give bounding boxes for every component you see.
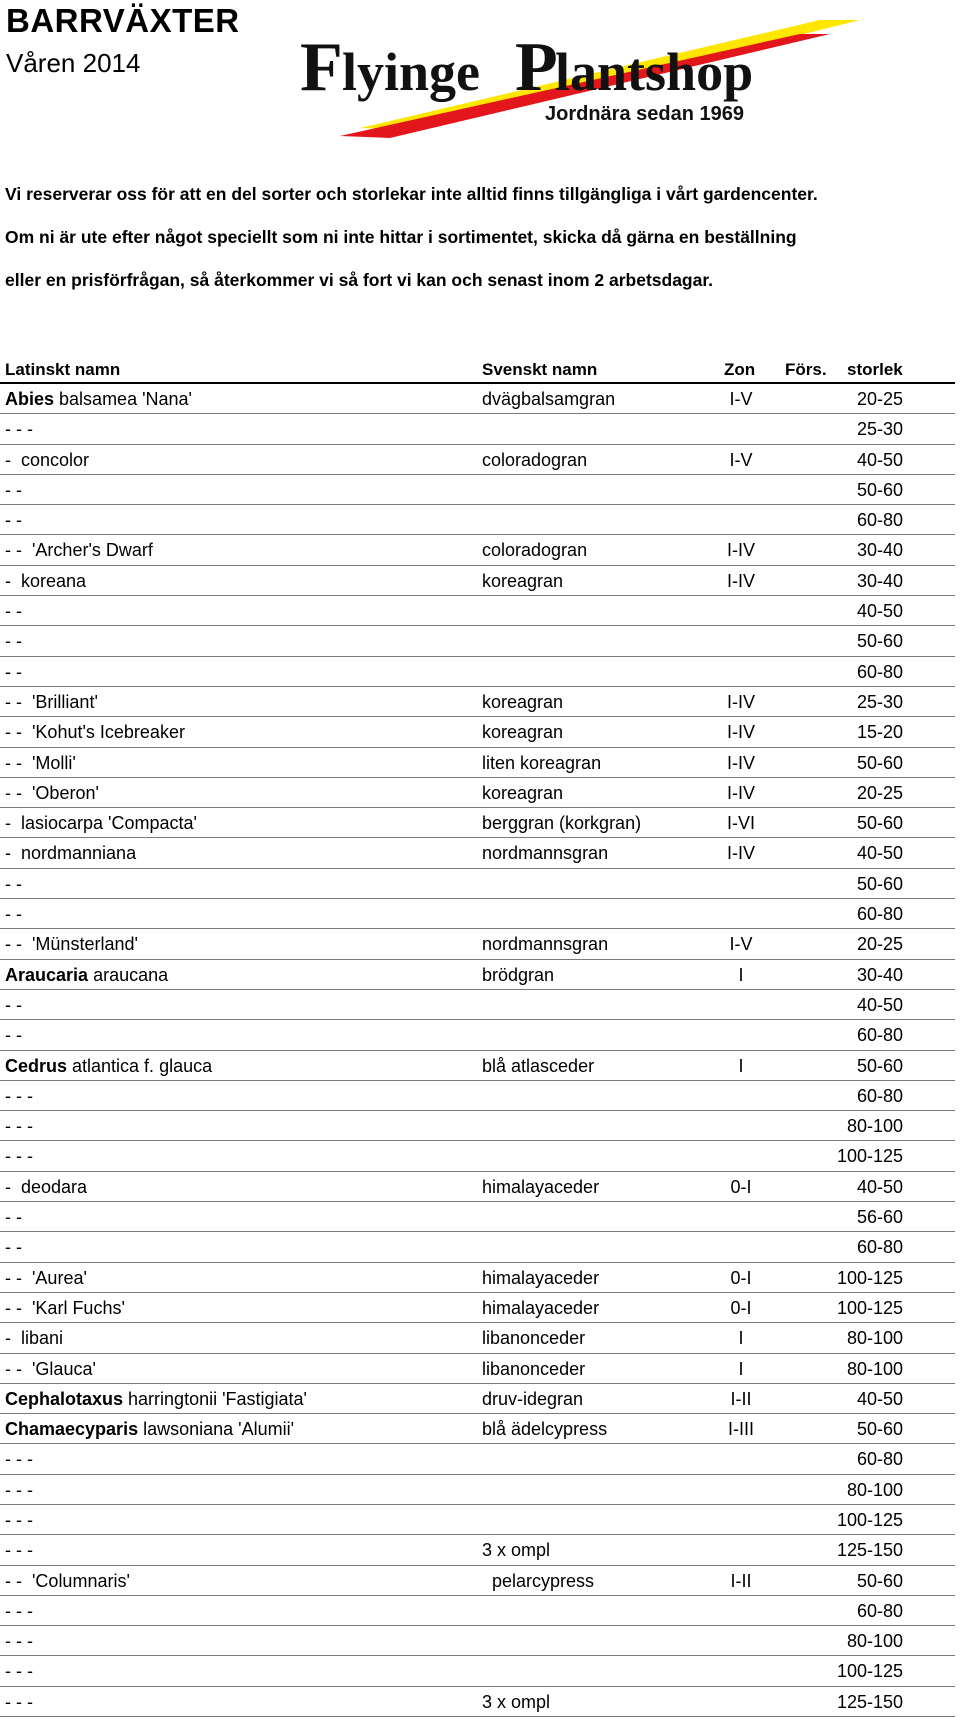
latin-name-cell (5, 1056, 212, 1077)
size-cell: 40-50 (856, 994, 903, 1015)
size-cell: 40-50 (856, 601, 903, 622)
latin-name-cell (5, 1298, 125, 1319)
table-row (0, 1141, 955, 1171)
latin-name-cell (5, 1268, 87, 1289)
latin-name-cell (5, 662, 22, 683)
table-row (0, 505, 955, 535)
table-row (0, 657, 955, 687)
size-cell: 30-40 (856, 570, 903, 591)
swedish-name-cell: 3 x ompl (482, 1540, 551, 1561)
species-name: - - (5, 904, 22, 925)
size-cell: 56-60 (856, 1207, 903, 1228)
zone-cell: I-IV (726, 691, 755, 712)
table-row (0, 808, 955, 838)
col-header-fors: Förs. (785, 360, 827, 379)
table-row (0, 748, 955, 778)
species-name: - - 'Columnaris' (5, 1570, 130, 1591)
table-row (0, 1263, 955, 1293)
table-row (0, 687, 955, 717)
swedish-name-cell: berggran (korkgran) (482, 813, 642, 834)
svg-text:lyinge: lyinge (342, 42, 481, 102)
species-name: - libani (5, 1328, 64, 1349)
size-cell: 80-100 (846, 1631, 903, 1652)
table-row (0, 869, 955, 899)
zone-cell: I-IV (726, 570, 755, 591)
latin-name-cell (5, 1661, 33, 1682)
table-row (0, 1687, 955, 1717)
swedish-name-cell: coloradogran (482, 449, 588, 470)
latin-name-cell (5, 904, 22, 925)
size-cell: 40-50 (856, 1388, 903, 1409)
genus-name: Chamaecyparis (5, 1419, 139, 1440)
genus-name: Cephalotaxus (5, 1388, 124, 1409)
table-row (0, 445, 955, 475)
size-cell: 30-40 (856, 964, 903, 985)
size-cell: 60-80 (856, 904, 903, 925)
species-name: lawsoniana 'Alumii' (138, 1419, 295, 1440)
svg-text:P: P (515, 29, 558, 106)
latin-name-cell (5, 1086, 33, 1107)
zone-cell: 0-I (730, 1267, 752, 1288)
table-row (0, 1566, 955, 1596)
species-name: - - (5, 873, 22, 894)
size-cell: 60-80 (856, 661, 903, 682)
table-row (0, 1626, 955, 1656)
species-name: - - - (5, 1479, 33, 1500)
table-row (0, 929, 955, 959)
size-cell: 15-20 (856, 722, 903, 743)
table-row (0, 1596, 955, 1626)
latin-name-cell (5, 692, 98, 713)
species-name: - - (5, 1207, 22, 1228)
col-header-latin: Latinskt namn (5, 360, 121, 379)
latin-name-cell (5, 571, 86, 592)
swedish-name-cell: koreagran (482, 570, 564, 591)
zone-cell: I (738, 964, 744, 985)
latin-name-cell (5, 722, 185, 743)
species-name: - - (5, 1237, 22, 1258)
size-cell: 50-60 (856, 631, 903, 652)
size-cell: 60-80 (856, 1600, 903, 1621)
latin-name-cell (5, 1510, 33, 1531)
latin-name-cell (5, 1480, 33, 1501)
species-name: - - - (5, 1449, 33, 1470)
genus-name: Abies (5, 389, 55, 409)
table-row (0, 1414, 955, 1444)
latin-name-cell (5, 540, 153, 561)
svg-text:F: F (300, 29, 343, 106)
species-name: - nordmanniana (5, 843, 137, 864)
swedish-name-cell: nordmannsgran (482, 843, 609, 864)
species-name: - - - (5, 1691, 33, 1712)
species-name: - - 'Münsterland' (5, 934, 138, 955)
table-row (0, 1384, 955, 1414)
species-name: - - - (5, 1540, 33, 1561)
species-name: - - (5, 601, 22, 622)
swedish-name-cell: libanonceder (482, 1358, 586, 1379)
table-row (0, 1323, 955, 1353)
swedish-name-cell: druv-idegran (482, 1388, 584, 1409)
zone-cell: I-IV (726, 540, 755, 561)
zone-cell: I-II (730, 1388, 752, 1409)
table-row (0, 899, 955, 929)
species-name: - - (5, 510, 22, 531)
swedish-name-cell: himalayaceder (482, 1297, 600, 1318)
table-row (0, 1656, 955, 1686)
swedish-name-cell: himalayaceder (482, 1267, 600, 1288)
size-cell: 100-125 (836, 1509, 903, 1530)
size-cell: 50-60 (856, 1419, 903, 1440)
size-cell: 25-30 (856, 691, 903, 712)
swedish-name-cell: koreagran (482, 691, 564, 712)
table-row (0, 1444, 955, 1474)
species-name: - - (5, 479, 22, 500)
species-name: - - 'Kohut's Icebreaker (5, 722, 185, 743)
swedish-name-cell: blå ädelcypress (482, 1419, 608, 1440)
species-name: - - (5, 994, 22, 1015)
species-name: - - 'Karl Fuchs' (5, 1297, 125, 1318)
species-name: - - - (5, 1600, 33, 1621)
zone-cell: 0-I (730, 1297, 752, 1318)
species-name: araucana (88, 964, 169, 985)
size-cell: 20-25 (856, 389, 903, 409)
size-cell: 40-50 (856, 1176, 903, 1197)
latin-name-cell (5, 1419, 294, 1440)
zone-cell: I (738, 1358, 744, 1379)
species-name: - - (5, 1025, 22, 1046)
size-cell: 40-50 (856, 843, 903, 864)
species-name: atlantica f. glauca (67, 1055, 213, 1076)
table-row (0, 1111, 955, 1141)
latin-name-cell (5, 1116, 33, 1137)
species-name: - deodara (5, 1176, 88, 1197)
table-row (0, 475, 955, 505)
size-cell: 40-50 (856, 449, 903, 470)
species-name: balsamea 'Nana' (54, 389, 192, 409)
zone-cell: I-IV (726, 722, 755, 743)
size-cell: 60-80 (856, 1237, 903, 1258)
table-row (0, 1081, 955, 1111)
swedish-name-cell: 3 x ompl (482, 1691, 551, 1712)
size-cell: 50-60 (856, 1570, 903, 1591)
latin-name-cell (5, 1601, 33, 1622)
table-row (0, 1202, 955, 1232)
latin-name-cell (5, 813, 197, 834)
latin-name-cell (5, 1237, 22, 1258)
table-row (0, 566, 955, 596)
swedish-name-cell: koreagran (482, 782, 564, 803)
swedish-name-cell: dvägbalsamgran (482, 389, 616, 409)
svg-text:lantshop: lantshop (555, 42, 754, 102)
species-name: - - 'Brilliant' (5, 691, 98, 712)
latin-name-cell (5, 480, 22, 501)
swedish-name-cell: blå atlasceder (482, 1055, 595, 1076)
intro-text (5, 184, 955, 313)
latin-name-cell (5, 843, 136, 864)
latin-name-cell (5, 1359, 96, 1380)
flyinge-plantshop-logo (300, 18, 880, 138)
species-name: - - 'Aurea' (5, 1267, 87, 1288)
size-cell: 50-60 (856, 752, 903, 773)
table-row (0, 1172, 955, 1202)
swedish-name-cell: brödgran (482, 964, 555, 985)
zone-cell: I (738, 1328, 744, 1349)
swedish-name-cell: nordmannsgran (482, 934, 609, 955)
swedish-name-cell: himalayaceder (482, 1176, 600, 1197)
latin-name-cell (5, 1177, 87, 1198)
species-name: - - - (5, 1509, 33, 1530)
table-row (0, 990, 955, 1020)
species-name: - - 'Archer's Dwarf (5, 540, 153, 561)
species-name: - - (5, 631, 22, 652)
table-row (0, 960, 955, 990)
table-row (0, 1293, 955, 1323)
latin-name-cell (5, 1207, 22, 1228)
latin-name-cell (5, 783, 99, 804)
latin-name-cell (5, 601, 22, 622)
intro-line: Om ni är ute efter något speciellt som ni inte hittar i sortimentet, skicka då gärna en beställning (5, 227, 797, 247)
table-row (0, 535, 955, 565)
size-cell: 60-80 (856, 510, 903, 531)
size-cell: 100-125 (836, 1297, 903, 1318)
genus-name: Araucaria (5, 964, 89, 985)
intro-line: eller en prisförfrågan, så återkommer vi så fort vi kan och senast inom 2 arbetsdagar. (5, 270, 714, 290)
latin-name-cell (5, 450, 89, 471)
latin-name-cell (5, 753, 76, 774)
species-name: - - 'Glauca' (5, 1358, 96, 1379)
size-cell: 60-80 (856, 1085, 903, 1106)
latin-name-cell (5, 1025, 22, 1046)
svg-text:Jordnära sedan 1969: Jordnära sedan 1969 (545, 103, 744, 125)
size-cell: 30-40 (856, 540, 903, 561)
species-name: - - 'Molli' (5, 752, 76, 773)
zone-cell: I-V (729, 389, 753, 409)
genus-name: Cedrus (5, 1055, 68, 1076)
table-row (0, 1354, 955, 1384)
swedish-name-cell: pelarcypress (482, 1570, 595, 1591)
latin-name-cell (5, 1328, 63, 1349)
col-header-size: storlek (847, 360, 903, 379)
zone-cell: I-V (729, 449, 753, 470)
latin-name-cell (5, 965, 168, 986)
size-cell: 100-125 (836, 1661, 903, 1682)
table-row (0, 626, 955, 656)
latin-name-cell (5, 934, 138, 955)
plant-table (0, 384, 955, 1717)
size-cell: 80-100 (846, 1358, 903, 1379)
size-cell: 50-60 (856, 479, 903, 500)
zone-cell: I-IV (726, 782, 755, 803)
size-cell: 25-30 (856, 419, 903, 440)
latin-name-cell (5, 1631, 33, 1652)
swedish-name-cell: coloradogran (482, 540, 588, 561)
zone-cell: 0-I (730, 1176, 752, 1197)
size-cell: 50-60 (856, 1055, 903, 1076)
col-header-swedish: Svenskt namn (482, 360, 598, 379)
table-row (0, 1020, 955, 1050)
table-row (0, 1505, 955, 1535)
species-name: harringtonii 'Fastigiata' (123, 1388, 307, 1409)
swedish-name-cell: libanonceder (482, 1328, 586, 1349)
size-cell: 100-125 (836, 1146, 903, 1167)
size-cell: 80-100 (846, 1479, 903, 1500)
zone-cell: I-VI (726, 813, 755, 834)
zone-cell: I-III (728, 1419, 754, 1440)
latin-name-cell (5, 389, 192, 410)
table-row (0, 414, 955, 444)
species-name: - - 'Oberon' (5, 782, 99, 803)
species-name: - - (5, 661, 22, 682)
zone-cell: I-V (729, 934, 753, 955)
swedish-name-cell: liten koreagran (482, 752, 602, 773)
table-row (0, 838, 955, 868)
latin-name-cell (5, 510, 22, 531)
size-cell: 60-80 (856, 1449, 903, 1470)
latin-name-cell (5, 1692, 33, 1713)
table-row (0, 717, 955, 747)
latin-name-cell (5, 1540, 33, 1561)
page-subtitle: Våren 2014 (6, 48, 141, 78)
table-row (0, 1475, 955, 1505)
species-name: - concolor (5, 449, 90, 470)
zone-cell: I (738, 1055, 744, 1076)
table-header (0, 356, 955, 384)
table-row (0, 778, 955, 808)
swedish-name-cell: koreagran (482, 722, 564, 743)
latin-name-cell (5, 995, 22, 1016)
latin-name-cell (5, 1146, 33, 1167)
latin-name-cell (5, 874, 22, 895)
species-name: - - - (5, 1661, 33, 1682)
latin-name-cell (5, 419, 33, 440)
table-row (0, 596, 955, 626)
size-cell: 20-25 (856, 782, 903, 803)
size-cell: 100-125 (836, 1267, 903, 1288)
size-cell: 50-60 (856, 813, 903, 834)
table-row (0, 1051, 955, 1081)
zone-cell: I-II (730, 1570, 752, 1591)
species-name: - - - (5, 1631, 33, 1652)
size-cell: 50-60 (856, 873, 903, 894)
latin-name-cell (5, 1389, 307, 1410)
size-cell: 60-80 (856, 1025, 903, 1046)
table-row (0, 1535, 955, 1565)
table-row (0, 384, 955, 414)
size-cell: 80-100 (846, 1116, 903, 1137)
species-name: - - - (5, 419, 33, 440)
zone-cell: I-IV (726, 752, 755, 773)
size-cell: 125-150 (836, 1691, 903, 1712)
latin-name-cell (5, 1449, 33, 1470)
species-name: - koreana (5, 570, 87, 591)
zone-cell: I-IV (726, 843, 755, 864)
latin-name-cell (5, 631, 22, 652)
species-name: - - - (5, 1085, 33, 1106)
size-cell: 125-150 (836, 1540, 903, 1561)
species-name: - - - (5, 1116, 33, 1137)
size-cell: 20-25 (856, 934, 903, 955)
species-name: - lasiocarpa 'Compacta' (5, 813, 197, 834)
page-title: BARRVÄXTER (6, 2, 240, 39)
table-row (0, 1232, 955, 1262)
latin-name-cell (5, 1571, 130, 1592)
size-cell: 80-100 (846, 1328, 903, 1349)
species-name: - - - (5, 1146, 33, 1167)
intro-line: Vi reserverar oss för att en del sorter och storlekar inte alltid finns tillgängliga i vårt gardencenter. (5, 184, 818, 204)
col-header-zone: Zon (724, 360, 756, 379)
